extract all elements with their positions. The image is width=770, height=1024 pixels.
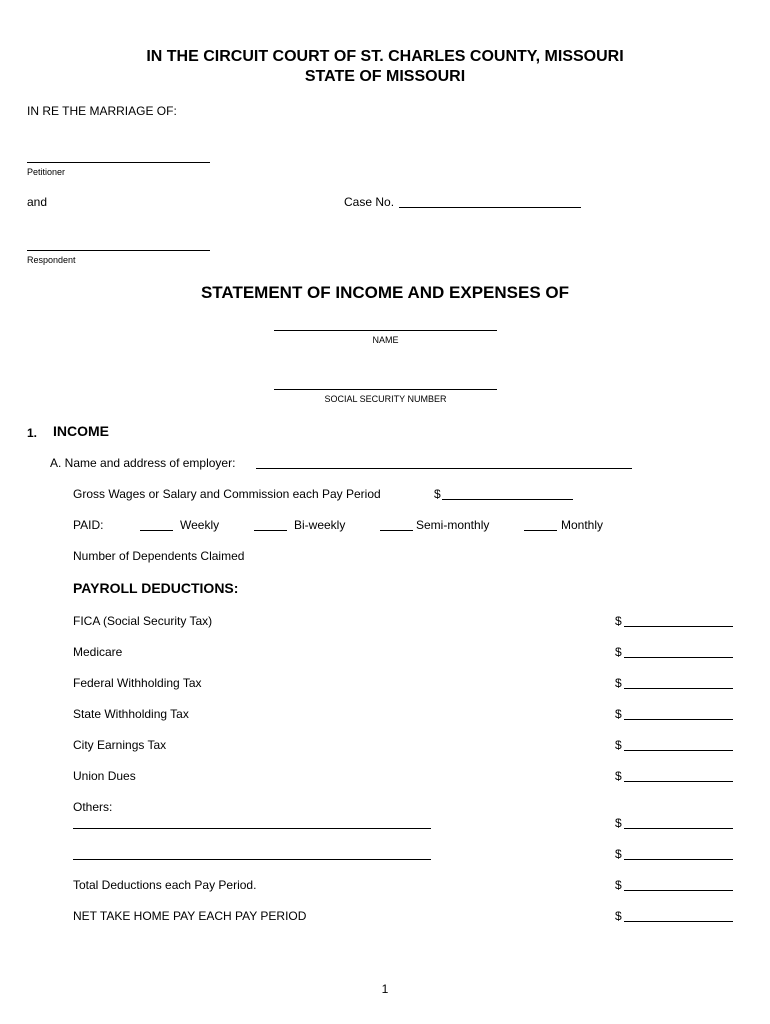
case-no-label: Case No. [344, 195, 395, 209]
dollar-sign: $ [615, 645, 622, 659]
dollar-sign: $ [615, 738, 622, 752]
respondent-label: Respondent [27, 255, 76, 265]
petitioner-label: Petitioner [27, 167, 66, 177]
statement-title: STATEMENT OF INCOME AND EXPENSES OF [200, 283, 570, 302]
dollar-sign: $ [615, 676, 622, 690]
in-re-label: IN RE THE MARRIAGE OF: [27, 104, 177, 118]
income-heading: INCOME [53, 423, 109, 439]
petitioner-field[interactable] [27, 162, 210, 163]
other-deduction-name-field-2[interactable] [73, 859, 431, 860]
net-take-home-label: NET TAKE HOME PAY EACH PAY PERIOD [73, 909, 307, 923]
deduction-label: FICA (Social Security Tax) [73, 614, 213, 628]
name-field[interactable] [274, 330, 497, 331]
paid-semimonthly-checkbox[interactable] [380, 530, 413, 531]
payroll-deductions-heading: PAYROLL DEDUCTIONS: [73, 580, 239, 596]
gross-dollar-sign: $ [434, 487, 441, 501]
state-withholding-field[interactable] [624, 719, 733, 720]
paid-weekly-checkbox[interactable] [140, 530, 173, 531]
ssn-label: SOCIAL SECURITY NUMBER [324, 394, 447, 404]
federal-withholding-field[interactable] [624, 688, 733, 689]
others-label: Others: [73, 800, 113, 814]
paid-monthly-checkbox[interactable] [524, 530, 557, 531]
respondent-field[interactable] [27, 250, 210, 251]
total-deductions-label: Total Deductions each Pay Period. [73, 878, 257, 892]
gross-wages-field[interactable] [442, 499, 573, 500]
city-earnings-field[interactable] [624, 750, 733, 751]
page-number: 1 [381, 982, 389, 996]
case-no-field[interactable] [399, 207, 581, 208]
deduction-label: Federal Withholding Tax [73, 676, 202, 690]
dollar-sign: $ [615, 816, 622, 830]
medicare-field[interactable] [624, 657, 733, 658]
employer-label: A. Name and address of employer: [50, 456, 236, 470]
dollar-sign: $ [615, 909, 622, 923]
gross-wages-label: Gross Wages or Salary and Commission each Pay Period [73, 487, 381, 501]
fica-field[interactable] [624, 626, 733, 627]
other-deduction-amount-field-1[interactable] [624, 828, 733, 829]
other-deduction-name-field-1[interactable] [73, 828, 431, 829]
paid-weekly-label: Weekly [180, 518, 220, 532]
dependents-label: Number of Dependents Claimed [73, 549, 245, 563]
court-title: IN THE CIRCUIT COURT OF ST. CHARLES COUNTY, MISSOURI [146, 48, 624, 65]
paid-semimonthly-label: Semi-monthly [416, 518, 490, 532]
total-deductions-field[interactable] [624, 890, 733, 891]
other-deduction-amount-field-2[interactable] [624, 859, 733, 860]
union-dues-field[interactable] [624, 781, 733, 782]
dollar-sign: $ [615, 847, 622, 861]
dollar-sign: $ [615, 878, 622, 892]
and-label: and [27, 195, 48, 209]
dollar-sign: $ [615, 769, 622, 783]
net-take-home-field[interactable] [624, 921, 733, 922]
paid-monthly-label: Monthly [561, 518, 604, 532]
ssn-field[interactable] [274, 389, 497, 390]
deduction-label: State Withholding Tax [73, 707, 189, 721]
deduction-label: City Earnings Tax [73, 738, 167, 752]
deduction-label: Union Dues [73, 769, 136, 783]
section-number: 1. [27, 426, 38, 440]
dollar-sign: $ [615, 707, 622, 721]
employer-field[interactable] [256, 468, 632, 469]
deduction-label: Medicare [73, 645, 123, 659]
paid-biweekly-label: Bi-weekly [294, 518, 346, 532]
paid-biweekly-checkbox[interactable] [254, 530, 287, 531]
dollar-sign: $ [615, 614, 622, 628]
state-title: STATE OF MISSOURI [304, 68, 466, 85]
name-label: NAME [372, 335, 399, 345]
paid-label: PAID: [73, 518, 104, 532]
